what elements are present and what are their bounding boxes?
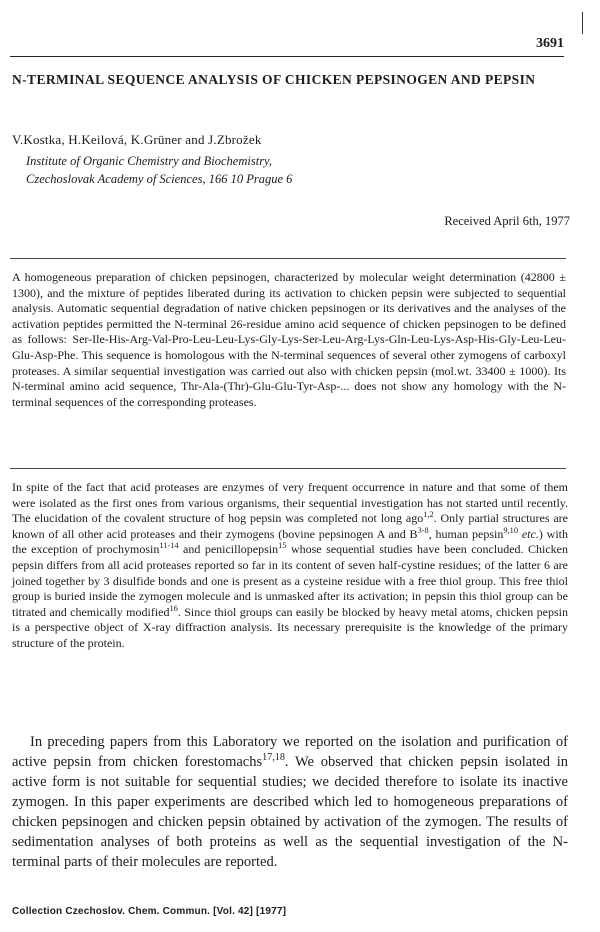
intro-text: ) with the exception of prochymosin [12,526,569,557]
affiliation [26,152,526,188]
margin-line [582,12,583,34]
abstract: A homogeneous preparation of chicken pepsinogen, characterized by molecular weight determination (42800 ± 1300), and the mixture of peptides liberated during its activation to chicken pepsin were subjected to sequential analysis. Automatic sequential degradation of native chicken pepsinogen or its derivatives and the analyses of the activation peptides permitted the N-terminal 26-residue amino acid sequence of chicken pepsinogen to be defined as follows: Ser-Ile-His-Arg-Val-Pro-Leu-Leu-Lys-Gly-Lys-Ser-Leu-Arg-Lys-Gln-Leu-Lys-Asp-His-Gly-Leu-Leu-Glu-Asp-Phe. This sequence is homologous with the N-terminal sequences of several other zymogens of carboxyl proteases. A similar sequential investigation was carried out also with chicken pepsin (mol.wt. 33400 ± 1000). Its N-terminal amino acid sequence, Thr-Ala-(Thr)-Glu-Glu-Tyr-Asp-... does not show any homology with the N-terminal sequences of the corresponding proteases. [12,270,566,409]
received-date: Received April 6th, 1977 [444,214,570,228]
citation-ref: 9,10 [503,525,519,535]
affiliation-line-1: Institute of Organic Chemistry and Biochemistry, [26,154,273,168]
affiliation-line-2: Czechoslovak Academy of Sciences, 166 10 Prague 6 [26,172,293,186]
citation-ref: 15 [278,541,287,551]
header-rule [10,56,564,57]
page-number: 3691 [536,36,564,51]
author-list: V.Kostka, H.Keilová, K.Grüner and J.Zbrožek [12,132,262,147]
intro-text: In spite of the fact that acid proteases are enzymes of very frequent occurrence in nature and that some of them were isolated as the first ones from various organisms, their sequential investigation has not started until recently. The elucidation of the covalent structure of hog pepsin was completed not long ago [12,480,568,526]
citation-ref: 3-8 [417,525,429,535]
intro-text: . Since thiol groups can easily be blocked by heavy metal atoms, chicken pepsin is a perspective object of X-ray diffraction analysis. Its necessary prerequisite is the knowledge of the primary structure of the protein. [12,604,568,650]
intro-text: and penicillopepsin [178,542,279,557]
intro-text: , human pepsin [428,526,504,541]
journal-footer: Collection Czechoslov. Chem. Commun. [Vol. 42] [1977] [12,906,287,917]
body-text: . We observed that chicken pepsin isolated in active form is not suitable for sequential studies; we decided therefore to isolate its inactive zymogen. In this paper experiments are described which led to homogeneous preparations of chicken pepsinogen and chicken pepsin obtained by activation of the zymogen. The results of sedimentation analyses of both proteins as well as the sequential investigation of the N-terminal parts of their molecules are reported. [12,754,568,870]
body-text: In preceding papers from this Laboratory we reported on the isolation and purification of active pepsin from chicken forestomachs [12,734,568,770]
citation-ref: 17,18 [262,752,285,764]
intro-text: . Only partial structures are known of all other acid proteases and their zymogens (bovine pepsinogen A and B [12,511,569,541]
abstract-top-rule [10,258,566,259]
citation-ref: 16 [169,603,178,613]
intro-paragraph [12,480,568,652]
article-title: N-TERMINAL SEQUENCE ANALYSIS OF CHICKEN PEPSINOGEN AND PEPSIN [12,72,536,87]
body-paragraph [12,732,568,872]
etc-italic: etc. [521,526,539,541]
citation-ref: 1,2 [423,510,434,520]
citation-ref: 11-14 [159,541,179,551]
abstract-bottom-rule [10,468,566,469]
intro-text: whose sequential studies have been concluded. Chicken pepsin differs from all acid proteases reported so far in its content of seven half-cystine residues; of the latter 6 are joined together by 3 disulfide bonds and one is present as a cysteine residue with a free thiol group. This free thiol group is buried inside the zymogen molecule and is unmasked after its activation; in pepsin this thiol group can be titrated and chemically modified [12,542,568,619]
